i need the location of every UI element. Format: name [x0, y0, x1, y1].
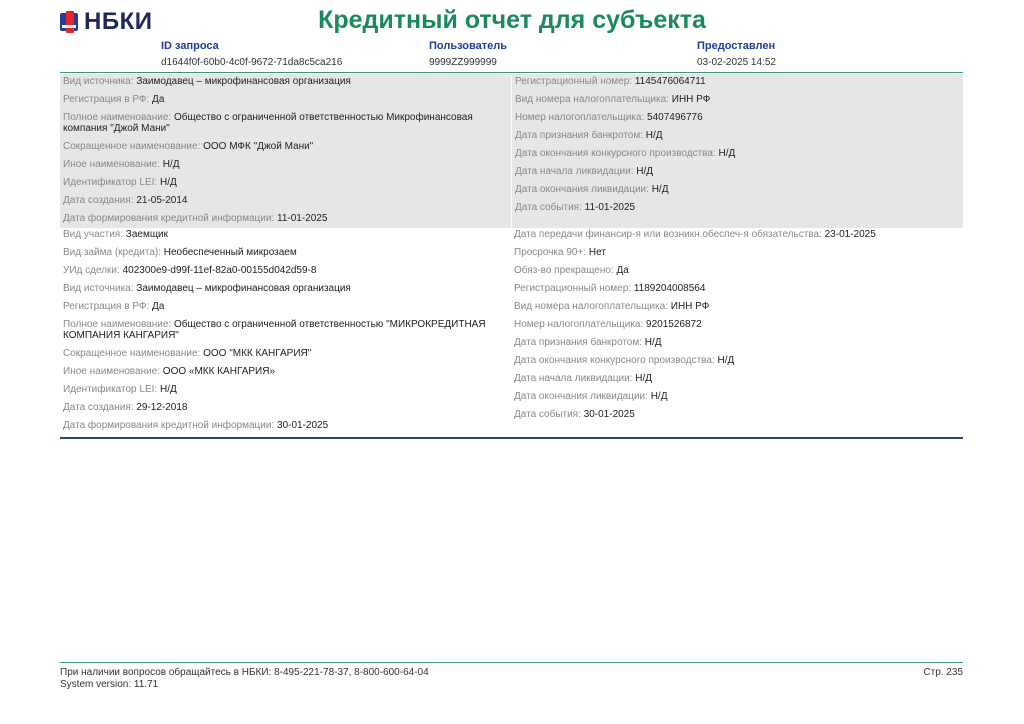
field-label: Регистрация в РФ:	[63, 301, 150, 312]
field-label: Дата формирования кредитной информации:	[63, 213, 275, 224]
source-block-2-left	[60, 229, 511, 437]
field-row	[63, 283, 511, 294]
field-row	[63, 301, 511, 312]
field-label: Вид источника:	[63, 283, 134, 294]
field-value: ООО «МКК КАНГАРИЯ»	[162, 366, 276, 377]
request-id-block	[161, 40, 342, 68]
field-value: 9201526872	[646, 319, 702, 330]
footer-version: System version: 11.71	[60, 679, 159, 690]
field-value: Н/Д	[650, 391, 668, 402]
field-label: Вид номера налогоплательщика:	[515, 94, 669, 105]
header-divider	[60, 72, 963, 73]
field-label: Иное наименование:	[63, 159, 161, 170]
field-label: Дата начала ликвидации:	[515, 166, 634, 177]
field-label: Иное наименование:	[63, 366, 161, 377]
field-row	[63, 94, 511, 105]
field-value: Общество с ограниченной ответственностью "МИКРОКРЕДИТНАЯ КОМПАНИЯ КАНГАРИЯ"	[63, 319, 486, 341]
field-label: Дата окончания конкурсного производства:	[515, 148, 716, 159]
field-label: Дата передачи финансир-я или возникн.обеспеч-я обязательства:	[514, 229, 822, 240]
field-row	[515, 94, 962, 105]
page-title: Кредитный отчет для субъекта	[318, 6, 706, 34]
field-label: Дата создания:	[63, 402, 134, 413]
source-block-1-right	[511, 76, 962, 228]
field-row	[63, 420, 511, 431]
field-label: Номер налогоплательщика:	[515, 112, 645, 123]
field-value: 21-05-2014	[136, 195, 188, 206]
field-label: Полное наименование:	[63, 319, 172, 330]
field-value: ИНН РФ	[670, 301, 710, 312]
provided-value: 03-02-2025 14:52	[697, 57, 776, 68]
field-row	[514, 283, 962, 294]
field-label: Дата формирования кредитной информации:	[63, 420, 275, 431]
field-row	[515, 184, 962, 195]
field-value: 30-01-2025	[277, 420, 329, 431]
footer-contact: При наличии вопросов обращайтесь в НБКИ: 8-495-221-78-37, 8-800-600-64-04	[60, 667, 429, 678]
field-value: Н/Д	[635, 373, 653, 384]
field-value: ИНН РФ	[671, 94, 711, 105]
user-block	[429, 40, 507, 68]
field-value: Да	[616, 265, 629, 276]
field-row	[514, 337, 962, 348]
field-label: Номер налогоплательщика:	[514, 319, 644, 330]
field-row	[514, 355, 962, 366]
footer-divider	[60, 662, 963, 663]
field-row	[515, 148, 962, 159]
field-row	[63, 319, 511, 341]
field-value: ООО МФК "Джой Мани"	[203, 141, 314, 152]
field-value: Да	[152, 301, 165, 312]
field-value: Необеспеченный микрозаем	[163, 247, 297, 258]
source-block-2-right	[511, 229, 962, 437]
field-row	[63, 159, 511, 170]
field-row	[63, 402, 511, 413]
field-value: Да	[152, 94, 165, 105]
logo-text: НБКИ	[84, 8, 153, 35]
field-label: Обяз-во прекращено:	[514, 265, 614, 276]
field-row	[514, 265, 962, 276]
field-row	[515, 202, 962, 213]
field-label: Дата события:	[514, 409, 581, 420]
field-value: Н/Д	[636, 166, 654, 177]
field-row	[514, 391, 962, 402]
field-label: Дата создания:	[63, 195, 134, 206]
field-row	[63, 348, 511, 359]
field-row	[63, 247, 511, 258]
field-value: Н/Д	[717, 355, 735, 366]
field-row	[515, 112, 962, 123]
field-row	[63, 112, 511, 134]
field-label: Просрочка 90+:	[514, 247, 587, 258]
field-value: Н/Д	[645, 130, 663, 141]
field-row	[63, 177, 511, 188]
field-row	[514, 301, 962, 312]
source-block-1-left	[60, 76, 511, 228]
field-value: Заимодавец – микрофинансовая организация	[136, 76, 351, 87]
logo	[60, 8, 152, 36]
field-row	[514, 373, 962, 384]
user-label: Пользователь	[429, 40, 508, 52]
field-label: Дата события:	[515, 202, 582, 213]
field-row	[63, 265, 511, 276]
field-row	[514, 247, 962, 258]
user-value: 9999ZZ999999	[429, 57, 497, 68]
source-block-1	[60, 74, 963, 228]
field-row	[63, 195, 511, 206]
field-label: Вид номера налогоплательщика:	[514, 301, 668, 312]
field-value: Н/Д	[644, 337, 662, 348]
field-label: Дата признания банкротом:	[515, 130, 643, 141]
field-value: Нет	[588, 247, 606, 258]
field-value: 1145476064711	[634, 76, 706, 87]
field-label: Идентификатор LEI:	[63, 177, 158, 188]
source-block-2	[60, 228, 963, 437]
nbki-logo-icon	[60, 11, 78, 33]
field-label: Сокращенное наименование:	[63, 141, 201, 152]
field-label: Вид займа (кредита):	[63, 247, 161, 258]
field-value: Заемщик	[125, 229, 169, 240]
field-label: Полное наименование:	[63, 112, 172, 123]
request-id-value: d1644f0f-60b0-4c0f-9672-71da8c5ca216	[161, 57, 343, 68]
footer	[60, 667, 429, 691]
field-value: 29-12-2018	[136, 402, 188, 413]
field-label: Идентификатор LEI:	[63, 384, 158, 395]
field-value: Н/Д	[159, 177, 177, 188]
section-end-divider	[60, 437, 963, 439]
field-label: Вид участия:	[63, 229, 123, 240]
page-number: Стр. 235	[923, 667, 963, 678]
field-value: Н/Д	[159, 384, 177, 395]
field-value: 11-01-2025	[277, 213, 328, 224]
field-row	[63, 213, 511, 224]
field-row	[63, 141, 511, 152]
field-label: Сокращенное наименование:	[63, 348, 201, 359]
field-row	[63, 76, 511, 87]
field-label: Дата окончания ликвидации:	[514, 391, 648, 402]
field-value: Н/Д	[162, 159, 180, 170]
field-value: ООО "МКК КАНГАРИЯ"	[203, 348, 312, 359]
field-label: УИд сделки:	[63, 265, 120, 276]
field-value: Н/Д	[651, 184, 669, 195]
field-label: Регистрация в РФ:	[63, 94, 150, 105]
field-row	[515, 130, 962, 141]
field-label: Дата признания банкротом:	[514, 337, 642, 348]
field-row	[63, 366, 511, 377]
field-value: Н/Д	[718, 148, 736, 159]
field-row	[514, 319, 962, 330]
field-value: 11-01-2025	[584, 202, 636, 213]
field-row	[63, 229, 511, 240]
field-label: Вид источника:	[63, 76, 134, 87]
field-row	[514, 229, 962, 240]
field-label: Регистрационный номер:	[514, 283, 632, 294]
provided-label: Предоставлен	[697, 40, 776, 52]
provided-block	[697, 40, 776, 68]
field-value: 402300e9-d99f-11ef-82a0-00155d042d59-8	[122, 265, 317, 276]
field-label: Дата окончания конкурсного производства:	[514, 355, 715, 366]
field-value: 5407496776	[647, 112, 703, 123]
field-label: Регистрационный номер:	[515, 76, 633, 87]
field-value: Общество с ограниченной ответственностью Микрофинансовая компания "Джой Мани"	[63, 112, 473, 134]
field-row	[515, 76, 962, 87]
field-value: Заимодавец – микрофинансовая организация	[136, 283, 351, 294]
field-row	[63, 384, 511, 395]
field-value: 23-01-2025	[824, 229, 876, 240]
field-value: 1189204008564	[633, 283, 706, 294]
field-label: Дата начала ликвидации:	[514, 373, 633, 384]
field-row	[514, 409, 962, 420]
field-label: Дата окончания ликвидации:	[515, 184, 649, 195]
field-value: 30-01-2025	[583, 409, 635, 420]
request-id-label: ID запроса	[161, 40, 219, 52]
field-row	[515, 166, 962, 177]
